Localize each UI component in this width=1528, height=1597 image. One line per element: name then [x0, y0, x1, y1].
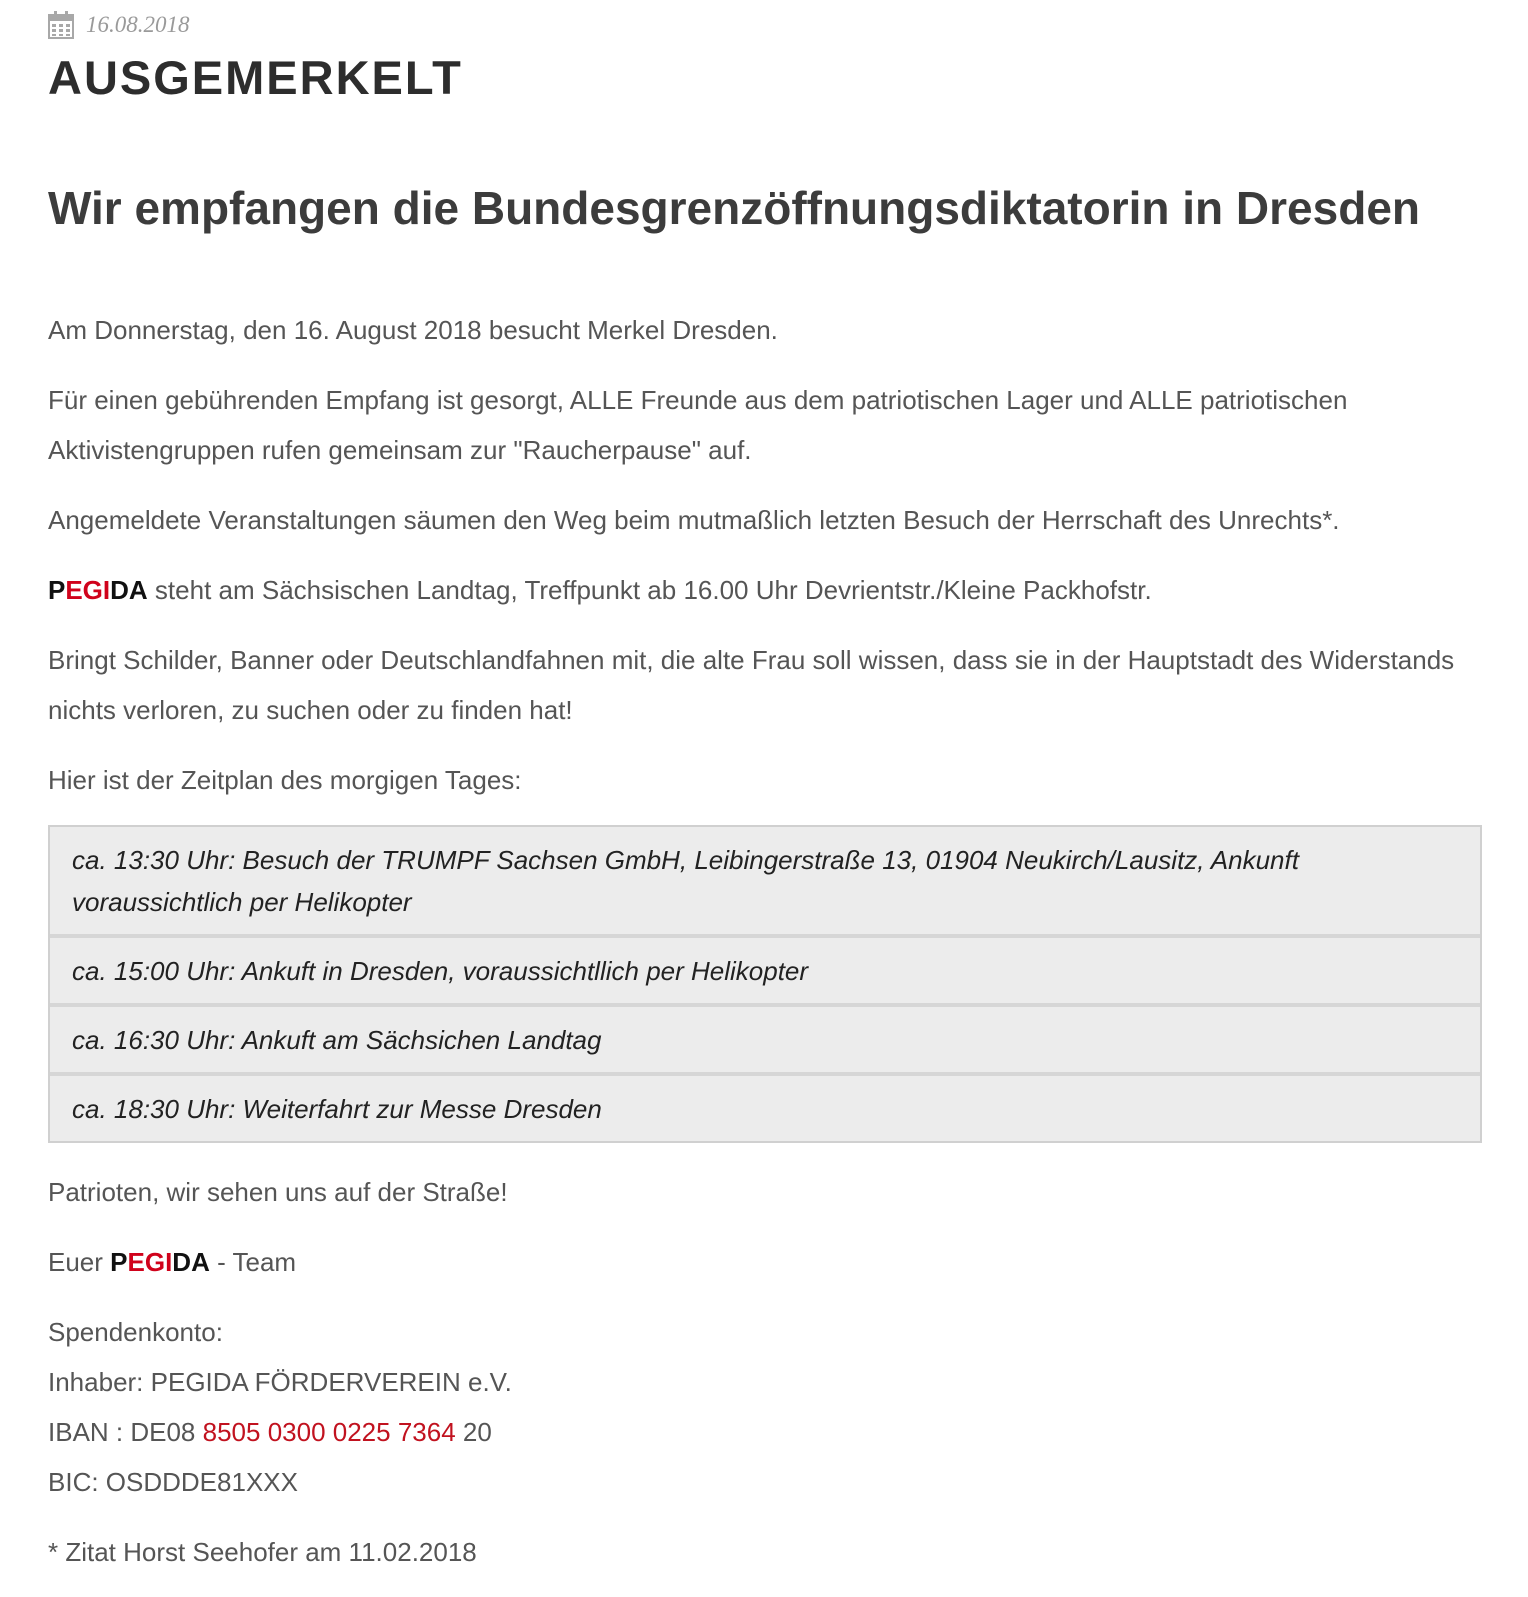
schedule-box: [48, 825, 1482, 1143]
account-iban: IBAN : DE08 8505 0300 0225 7364 20: [48, 1417, 492, 1447]
paragraph-meeting-point: PEGIDA steht am Sächsischen Landtag, Treffpunkt ab 16.00 Uhr Devrientstr./Kleine Packhofstr.: [48, 575, 1152, 605]
account-bic: BIC: OSDDDE81XXX: [48, 1467, 298, 1497]
article-body: [48, 305, 1482, 1597]
iban-highlight[interactable]: 8505 0300 0225 7364: [202, 1417, 456, 1447]
post-date: 16.08.2018: [86, 12, 190, 37]
article-headline: Wir empfangen die Bundesgrenzöffnungsdiktatorin in Dresden: [48, 182, 1421, 234]
footnote: * Zitat Horst Seehofer am 11.02.2018: [48, 1537, 477, 1567]
pegida-brand: PEGIDA: [110, 1247, 210, 1277]
paragraph-schedule-intro: Hier ist der Zeitplan des morgigen Tages:: [48, 765, 522, 795]
schedule-item: ca. 13:30 Uhr: Besuch der TRUMPF Sachsen GmbH, Leibingerstraße 13, 01904 Neukirch/Lausitz, Ankunft voraussichtlich per Helikopter: [72, 845, 1299, 917]
paragraph-bring-signs: Bringt Schilder, Banner oder Deutschlandfahnen mit, die alte Frau soll wissen, dass sie in der Hauptstadt des Widerstands nichts verloren, zu suchen oder zu finden hat!: [48, 645, 1455, 725]
signature: Euer PEGIDA - Team: [48, 1247, 297, 1277]
post-meta: [48, 10, 190, 40]
schedule-item: ca. 18:30 Uhr: Weiterfahrt zur Messe Dresden: [50, 1072, 1480, 1141]
donation-account: [48, 1307, 1482, 1507]
paragraph-intro: Am Donnerstag, den 16. August 2018 besucht Merkel Dresden.: [48, 315, 778, 345]
paragraph-events: Angemeldete Veranstaltungen säumen den Weg beim mutmaßlich letzten Besuch der Herrschaft des Unrechts*.: [48, 505, 1340, 535]
account-label: Spendenkonto:: [48, 1317, 223, 1347]
paragraph-reception: Für einen gebührenden Empfang ist gesorgt, ALLE Freunde aus dem patriotischen Lager und ALLE patriotischen Aktivistengruppen rufen gemeinsam zur "Raucherpause" auf.: [48, 385, 1348, 465]
paragraph-see-you: Patrioten, wir sehen uns auf der Straße!: [48, 1177, 508, 1207]
calendar-icon: [48, 11, 74, 39]
schedule-item: ca. 15:00 Uhr: Ankuft in Dresden, voraussichtllich per Helikopter: [50, 934, 1480, 1003]
category-title[interactable]: AUSGEMERKELT: [48, 51, 463, 104]
schedule-item: ca. 16:30 Uhr: Ankuft am Sächsichen Landtag: [50, 1003, 1480, 1072]
account-owner: Inhaber: PEGIDA FÖRDERVEREIN e.V.: [48, 1367, 512, 1397]
pegida-brand: PEGIDA: [48, 575, 148, 605]
